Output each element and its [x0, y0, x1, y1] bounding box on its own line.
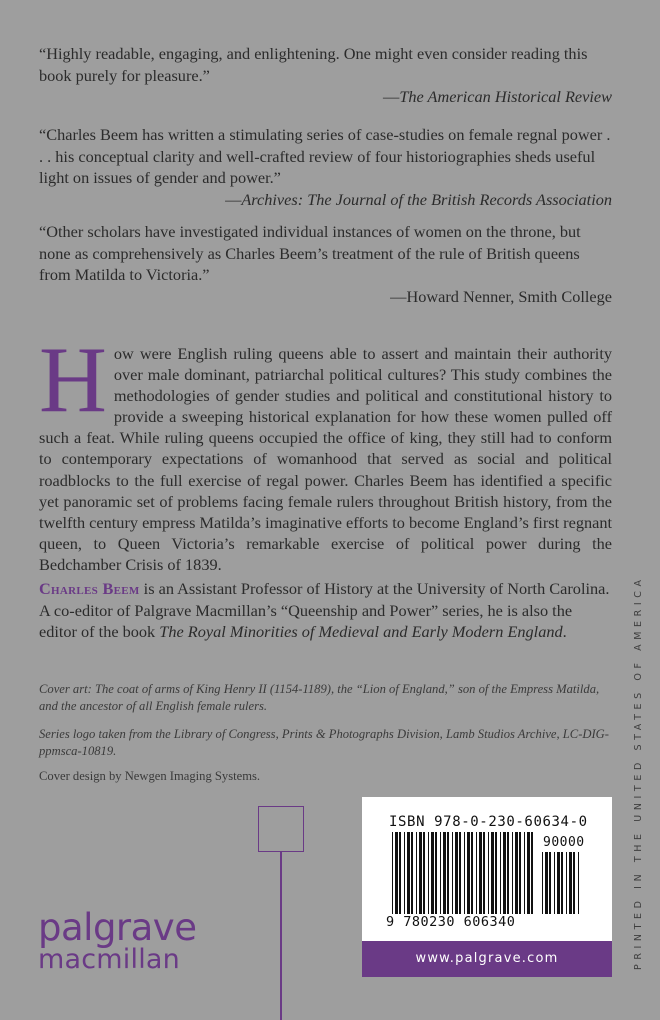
- publisher-url: www.palgrave.com: [362, 941, 612, 977]
- publisher-logo: [38, 906, 197, 976]
- review-quote-1: [39, 43, 612, 108]
- description-text: ow were English ruling queens able to assert and maintain their authority over male dominant, patriarchal political cultures? This study combines the methodologies of gender studies and political and constitutional history to provide a sweeping historical explanation for how these women pulled off such a feat. While ruling queens occupied the office of king, they still had to conform to contemporary expectations of womanhood that served as social and political roadblocks to the full exercise of regal power. Charles Beem has identified a specific yet panoramic set of problems facing female rulers throughout British history, from the twelfth century empress Matilda’s imaginative efforts to become England’s first regnant queen, to Queen Victoria’s remarkable exercise of political power during the Bedchamber Crisis of 1839.: [39, 344, 612, 574]
- author-bio: Charles Beem is an Assistant Professor of History at the University of North Carolina. A co-editor of Palgrave Macmillan’s “Queenship and Power” series, he is also the editor of the book The Royal Minorities of Medieval and Early Modern England.: [39, 579, 610, 641]
- cover-design-credit: Cover design by Newgen Imaging Systems.: [39, 769, 261, 783]
- barcode-ean-digits: 9 780230 606340: [386, 914, 516, 930]
- quote-attribution: —Archives: The Journal of the British Records Association: [225, 189, 612, 209]
- publisher-name-line1: palgrave: [38, 906, 197, 949]
- series-logo-square: [258, 806, 304, 852]
- isbn-label: ISBN 978-0-230-60634-0: [389, 814, 588, 830]
- edited-book-title: The Royal Minorities of Medieval and Early Modern England: [159, 622, 563, 641]
- barcode-panel: [362, 797, 612, 977]
- quote-text: “Other scholars have investigated individual instances of women on the throne, but none as comprehensively as Charles Beem’s treatment of the rule of British queens from Matilda to Victoria.”: [39, 222, 581, 284]
- review-quote-2: [39, 124, 612, 210]
- quote-text: “Charles Beem has written a stimulating series of case-studies on female regnal power . . . his conceptual clarity and well-crafted review of four historiographies sheds useful light on issues of gender and power.”: [39, 125, 611, 187]
- quote-text: “Highly readable, engaging, and enlightening. One might even consider reading this book purely for pleasure.”: [39, 44, 588, 85]
- series-logo-line: [280, 852, 282, 1020]
- barcode-addon-digits: 90000: [543, 835, 585, 850]
- author-name: Charles Beem: [39, 579, 140, 598]
- series-logo-credit: Series logo taken from the Library of Congress, Prints & Photographs Division, Lamb Studios Archive, LC-DIG-ppmsca-10819.: [39, 727, 609, 758]
- drop-cap-letter: H: [39, 328, 107, 432]
- book-description: [39, 328, 612, 575]
- quote-attribution: —Howard Nenner, Smith College: [390, 286, 612, 306]
- publisher-name-line2: macmillan: [38, 944, 180, 975]
- quote-attribution: —The American Historical Review: [383, 87, 612, 106]
- cover-art-credit: Cover art: The coat of arms of King Henry II (1154-1189), the “Lion of England,” son of the Empress Matilda, and the ancestor of all English female rulers.: [39, 682, 600, 713]
- printed-in-notice: PRINTED IN THE UNITED STATES OF AMERICA: [633, 575, 644, 970]
- review-quote-3: [39, 221, 612, 307]
